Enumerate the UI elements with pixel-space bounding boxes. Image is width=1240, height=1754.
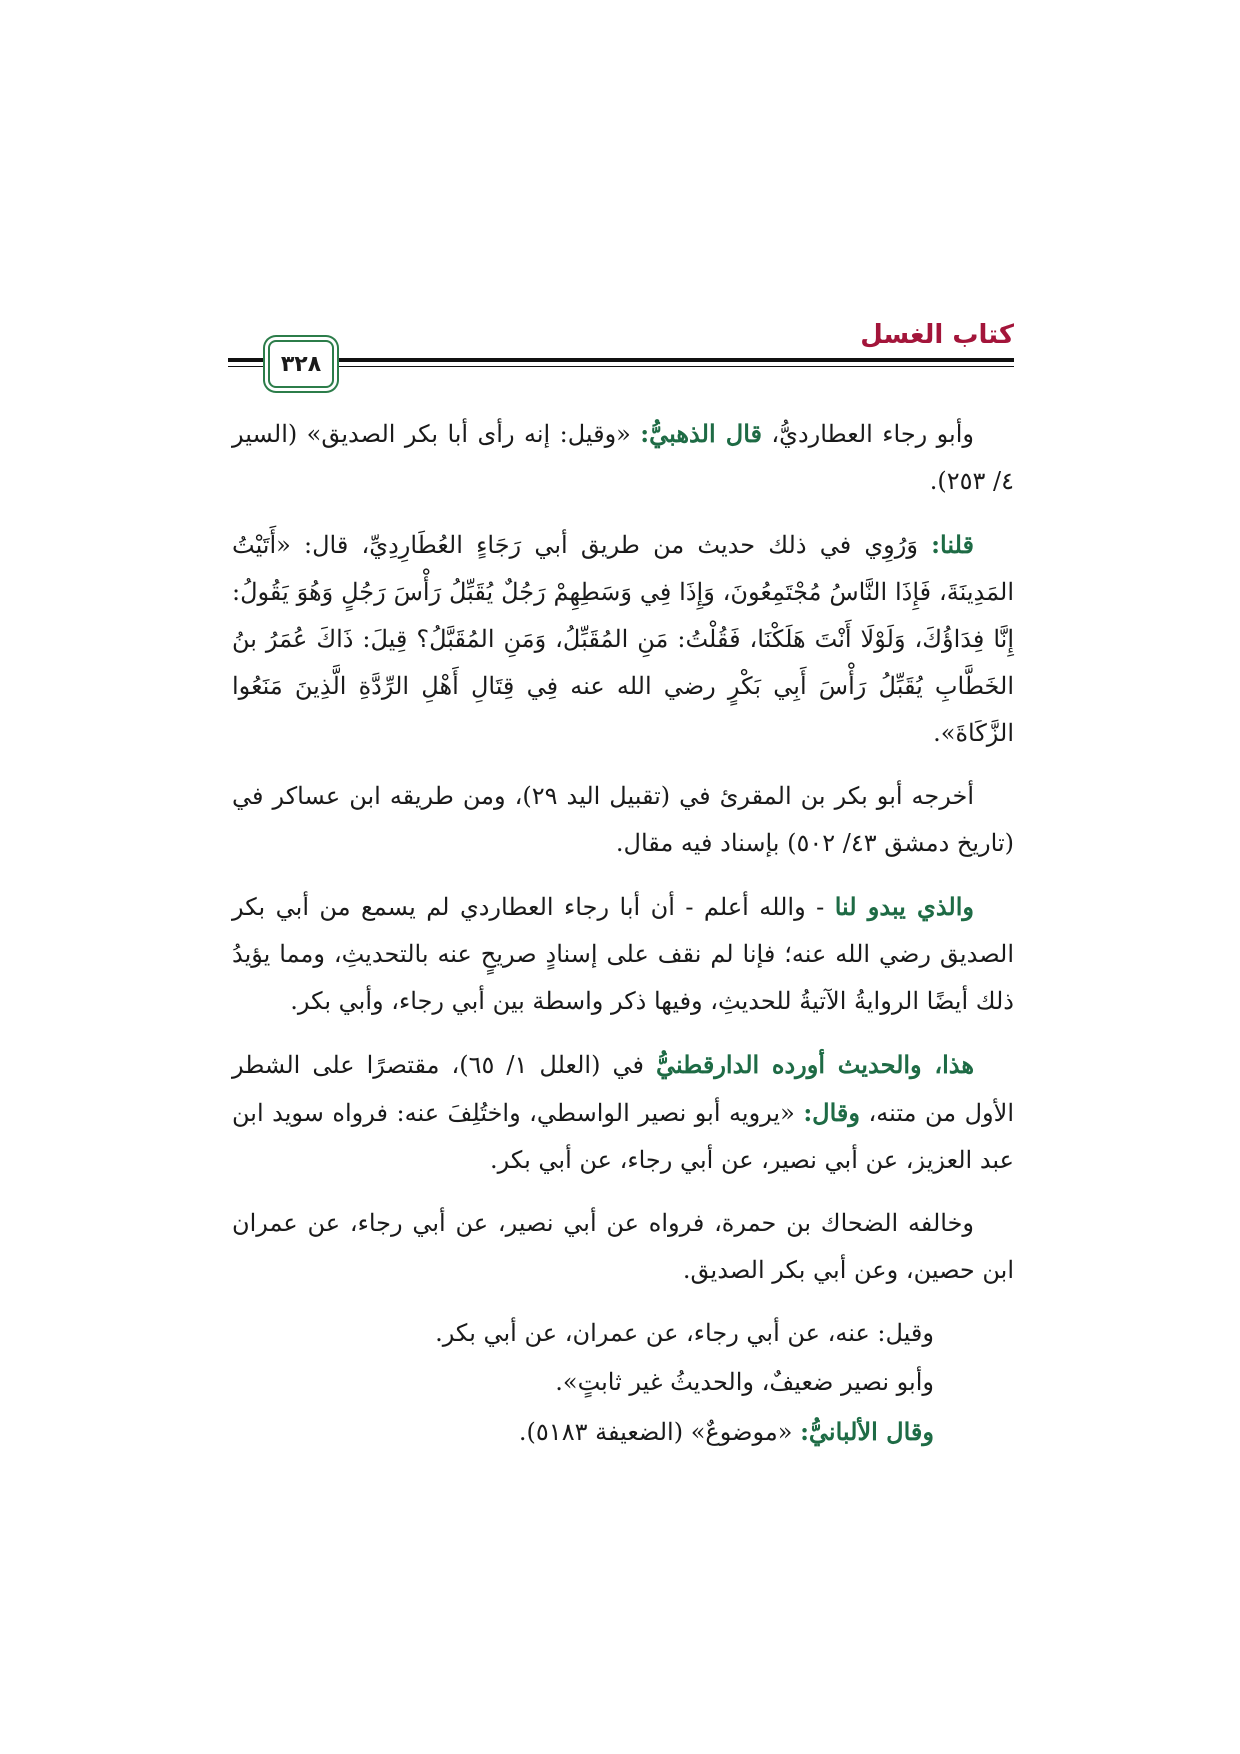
paragraph-5-lead: هذا، والحديث أورده الدارقطنيُّ bbox=[655, 1050, 975, 1079]
paragraph-9-lead: وقال الألبانيُّ: bbox=[800, 1417, 934, 1446]
paragraph-5-text-2: «يرويه أبو نصير الواسطي، واختُلِفَ عنه: فرواه سويد ابن عبد العزيز، عن أبي نصير، عن أبي رجاء، عن أبي بكر. bbox=[232, 1099, 1014, 1174]
paragraph-1-text: وأبو رجاء العطارديُّ، bbox=[762, 420, 974, 448]
paragraph-8 bbox=[232, 1359, 1014, 1406]
paragraph-4-lead: والذي يبدو لنا bbox=[834, 892, 974, 921]
paragraph-1 bbox=[232, 410, 1014, 505]
paragraph-2-lead: قلنا: bbox=[931, 530, 974, 559]
paragraph-5-text: في (العلل ١/ ٦٥)، مقتصرًا على الشطر الأول من متنه، bbox=[232, 1051, 1014, 1127]
paragraph-4-text: - والله أعلم - أن أبا رجاء العطاردي لم يسمع من أبي بكر الصديق رضي الله عنه؛ فإنا لم نقف على إسنادٍ صريحٍ عنه بالتحديثِ، ومما يؤيدُ ذلك أيضًا الروايةُ الآتيةُ للحديثِ، وفيها ذكر واسطة بين أبي رجاء، وأبي بكر. bbox=[232, 893, 1014, 1015]
paragraph-9 bbox=[232, 1408, 1014, 1456]
book-title: كتاب الغسل bbox=[860, 320, 1014, 350]
paragraph-9-text: «موضوعٌ» (الضعيفة ٥١٨٣). bbox=[518, 1418, 801, 1446]
header-rule-thin bbox=[244, 366, 1014, 367]
paragraph-6-text: وخالفه الضحاك بن حمرة، فرواه عن أبي نصير، عن أبي رجاء، عن عمران ابن حصين، وعن أبي بكر الصديق. bbox=[232, 1209, 1014, 1284]
header-rule-thick bbox=[244, 358, 1014, 362]
paragraph-2 bbox=[232, 521, 1014, 757]
paragraph-5 bbox=[232, 1041, 1014, 1184]
page-number-badge bbox=[268, 340, 334, 388]
paragraph-7-text: وقيل: عنه، عن أبي رجاء، عن عمران، عن أبي بكر. bbox=[435, 1319, 934, 1347]
page-body bbox=[232, 410, 1014, 1458]
header-rule-left-thin bbox=[228, 366, 262, 367]
paragraph-3-text: أخرجه أبو بكر بن المقرئ في (تقبيل اليد ٢٩)، ومن طريقه ابن عساكر في (تاريخ دمشق ٤٣/ ٥٠٢) بإسناد فيه مقال. bbox=[232, 782, 1014, 857]
paragraph-7 bbox=[232, 1310, 1014, 1357]
paragraph-1-text-2: «وقيل: إنه رأى أبا بكر الصديق» (السير ٤/ ٢٥٣). bbox=[232, 420, 1014, 495]
paragraph-8-text: وأبو نصير ضعيفٌ، والحديثُ غير ثابتٍ». bbox=[555, 1368, 934, 1396]
paragraph-2-text: وَرُوِي في ذلك حديث من طريق أبي رَجَاءٍ العُطَارِدِيِّ، قال: «أَتَيْتُ المَدِينَةَ، فَإِذَا النَّاسُ مُجْتَمِعُونَ، وَإِذَا فِي وَسَطِهِمْ رَجُلٌ يُقَبِّلُ رَأْسَ رَجُلٍ وَهُوَ يَقُولُ: إِنَّا فِدَاؤُكَ، وَلَوْلَا أَنْتَ هَلَكْنَا، فَقُلْتُ: مَنِ المُقَبِّلُ، وَمَنِ المُقَبَّلُ؟ قِيلَ: ذَاكَ عُمَرُ بنُ الخَطَّابِ يُقَبِّلُ رَأْسَ أَبِي بَكْرٍ رضي الله عنه فِي قِتَالِ أَهْلِ الرِّدَّةِ الَّذِينَ مَنَعُوا الزَّكَاةَ». bbox=[232, 531, 1014, 747]
paragraph-5-lead-2: وقال: bbox=[803, 1098, 860, 1127]
paragraph-1-lead-dhahabi: قال الذهبيُّ: bbox=[640, 419, 763, 448]
page-number: ٣٢٨ bbox=[280, 351, 322, 377]
page-header bbox=[228, 318, 1014, 388]
header-rule-left-thick bbox=[228, 358, 262, 362]
paragraph-6 bbox=[232, 1200, 1014, 1294]
paragraph-4 bbox=[232, 883, 1014, 1025]
paragraph-3 bbox=[232, 773, 1014, 867]
